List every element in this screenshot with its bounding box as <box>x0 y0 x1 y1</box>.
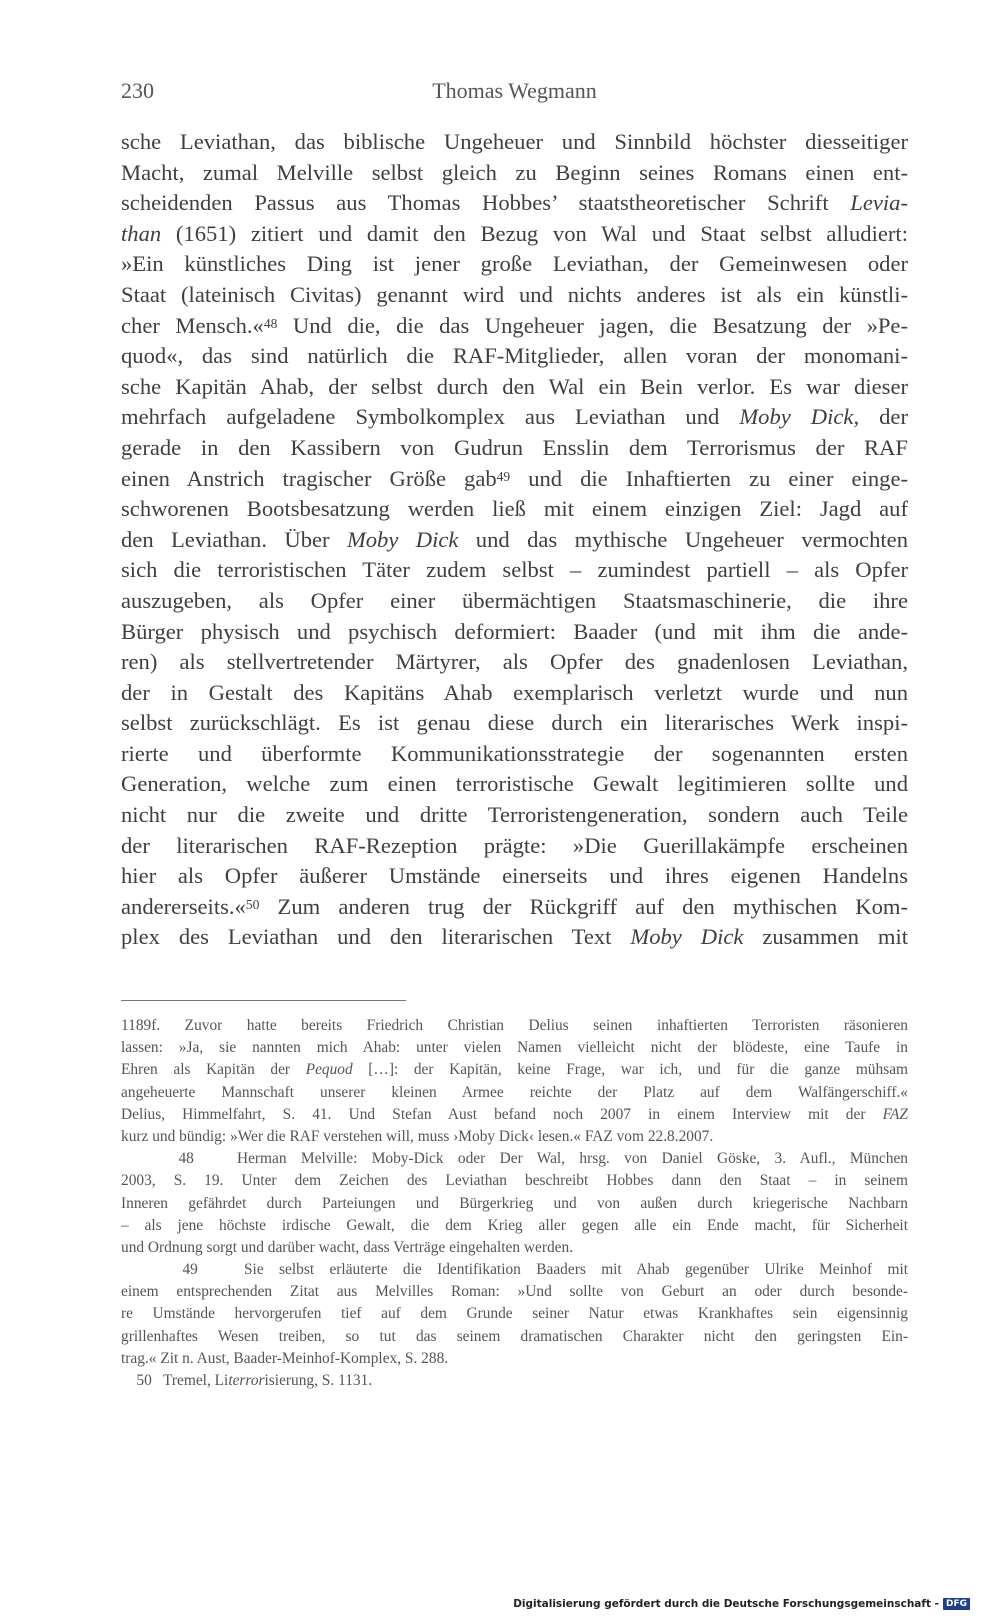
footnote-line <box>121 1126 908 1148</box>
footnote-line <box>121 1059 908 1081</box>
body-line <box>121 555 908 586</box>
text-run: mehrfach aufgeladene Symbolkomplex aus Leviathan und <box>121 404 740 430</box>
body-line <box>121 280 908 311</box>
text-run: Moby Dick <box>739 404 854 430</box>
body-line <box>121 341 908 372</box>
body-line <box>121 800 908 831</box>
text-run: und Ordnung sorgt und darüber wacht, dass Verträge eingehalten werden. <box>121 1238 574 1256</box>
footnote-ref: 50 <box>245 896 260 912</box>
body-line <box>121 219 908 250</box>
footnote-ref: 49 <box>496 468 511 484</box>
text-run: than <box>121 220 162 246</box>
footnote-line <box>121 1281 908 1303</box>
body-line <box>121 127 908 158</box>
footnote-line <box>121 1037 908 1059</box>
text-run: – als jene höchste irdische Gewalt, die dem Krieg aller gegen alle ein Ende macht, für Sicherheit <box>121 1216 908 1234</box>
body-line <box>121 892 908 923</box>
footnote-ref: 48 <box>263 315 278 331</box>
footnote-line <box>121 1237 908 1259</box>
text-run: lassen: »Ja, sie nannten mich Ahab: unter vielen Namen vielleicht nicht der blödeste, eine Taufe in <box>121 1039 908 1057</box>
text-run: nicht nur die zweite und dritte Terroristengeneration, sondern auch Teile <box>121 802 908 828</box>
text-run: scheidenden Passus aus Thomas Hobbes’ staatstheoretischer Schrift <box>121 190 851 216</box>
body-line <box>121 464 908 495</box>
body-line <box>121 831 908 862</box>
text-run: FAZ <box>882 1105 908 1123</box>
footnote-line <box>121 1326 908 1348</box>
footnote-line <box>121 1348 908 1370</box>
text-run: hier als Opfer äußerer Umstände einerseits und ihres eigenen Handelns <box>121 863 908 889</box>
text-run: rierte und überformte Kommunikationsstrategie der sogenannten ersten <box>121 740 908 766</box>
body-line <box>121 922 908 953</box>
footnote-line <box>121 1082 908 1104</box>
text-run: kurz und bündig: »Wer die RAF verstehen will, muss ›Moby Dick‹ lesen.« FAZ vom 22.8.2007. <box>121 1127 714 1145</box>
text-run: Pequod <box>305 1061 353 1079</box>
body-line <box>121 861 908 892</box>
text-run: 1189f. Zuvor hatte bereits Friedrich Christian Delius seinen inhaftierten Terroristen räsonieren <box>121 1017 908 1034</box>
text-run: sche Kapitän Ahab, der selbst durch den Wal ein Bein verlor. Es war dieser <box>121 373 908 399</box>
text-run: isierung, S. 1131. <box>264 1372 373 1389</box>
text-run: (1651) zitiert und damit den Bezug von Wal und Staat selbst alludiert: <box>161 220 908 246</box>
text-run: einem entsprechenden Zitat aus Melvilles Roman: »Und sollte von Geburt an oder durch besonde- <box>121 1283 908 1301</box>
text-run: 2003, S. 19. Unter dem Zeichen des Leviathan beschreibt Hobbes dann den Staat – in seinem <box>121 1172 908 1190</box>
page-number: 230 <box>121 78 154 103</box>
text-run: trag.« Zit n. Aust, Baader-Meinhof-Komplex, S. 288. <box>121 1349 449 1367</box>
text-run: 50 Tremel, Li <box>121 1372 229 1389</box>
text-run: Delius, Himmelfahrt, S. 41. Und Stefan Aust befand noch 2007 in einem Interview mit der <box>121 1105 883 1123</box>
text-run: »Ein künstliches Ding ist jener große Leviathan, der Gemeinwesen oder <box>121 251 908 277</box>
text-run: schworenen Bootsbesatzung werden ließ mit einem einzigen Ziel: Jagd auf <box>121 496 908 522</box>
footnote-line <box>121 1104 908 1126</box>
body-line <box>121 494 908 525</box>
text-run: und das mythische Ungeheuer vermochten <box>458 526 908 552</box>
dfg-logo: DFG <box>943 1598 970 1610</box>
text-run: andererseits.« <box>121 893 246 919</box>
text-run: Macht, zumal Melville selbst gleich zu Beginn seines Romans einen ent- <box>121 159 908 185</box>
text-run: und die Inhaftierten zu einer einge- <box>510 465 908 491</box>
body-line <box>121 372 908 403</box>
text-run: grillenhaftes Wesen treiben, so tut das seinem dramatischen Charakter nicht den geringsten Ein- <box>121 1327 908 1345</box>
body-line <box>121 617 908 648</box>
text-run: Bürger physisch und psychisch deformiert: Baader (und mit ihm die ande- <box>121 618 908 644</box>
body-line <box>121 647 908 678</box>
body-line <box>121 769 908 800</box>
text-run: , der <box>853 404 908 430</box>
body-line <box>121 586 908 617</box>
text-run: terror <box>228 1372 265 1389</box>
text-run: Staat (lateinisch Civitas) genannt wird und nichts anderes ist als ein künstli- <box>121 281 908 307</box>
text-run: cher Mensch.« <box>121 312 264 338</box>
text-run: sich die terroristischen Täter zudem selbst – zumindest partiell – als Opfer <box>121 557 908 583</box>
text-run: Und die, die das Ungeheuer jagen, die Besatzung der »Pe- <box>277 312 908 338</box>
text-run: Ehren als Kapitän der <box>121 1061 306 1079</box>
footnote-line <box>121 1370 908 1392</box>
body-line <box>121 678 908 709</box>
footnote-line <box>121 1303 908 1325</box>
text-run: plex des Leviathan und den literarischen Text <box>121 924 631 950</box>
footnote-line <box>121 1193 908 1215</box>
text-run: zusammen mit <box>743 924 908 950</box>
text-run: sche Leviathan, das biblische Ungeheuer und Sinnbild höchster diesseitiger <box>121 129 908 154</box>
text-run: Zum anderen trug der Rückgriff auf den mythischen Kom- <box>259 893 908 919</box>
body-line <box>121 188 908 219</box>
body-line <box>121 249 908 280</box>
running-header <box>121 78 908 108</box>
text-run: gerade in den Kassibern von Gudrun Ensslin dem Terrorismus der RAF <box>121 434 908 460</box>
body-line <box>121 311 908 342</box>
body-line <box>121 158 908 189</box>
text-run: quod«, das sind natürlich die RAF-Mitglieder, allen voran der monomani- <box>121 343 908 369</box>
running-title: Thomas Wegmann <box>432 78 597 103</box>
body-line <box>121 402 908 433</box>
text-run: […]: der Kapitän, keine Frage, war ich, und für die ganze mühsam <box>352 1061 908 1079</box>
text-run: der in Gestalt des Kapitäns Ahab exemplarisch verletzt wurde und nun <box>121 679 908 705</box>
body-line <box>121 525 908 556</box>
text-run: Generation, welche zum einen terroristische Gewalt legitimieren sollte und <box>121 771 908 797</box>
footnote-line <box>121 1259 908 1281</box>
text-run: 48 Herman Melville: Moby-Dick oder Der Wal, hrsg. von Daniel Göske, 3. Aufl., München <box>121 1150 908 1168</box>
credit-text: Digitalisierung gefördert durch die Deutsche Forschungsgemeinschaft - <box>513 1598 939 1610</box>
text-run: selbst zurückschlägt. Es ist genau diese durch ein literarisches Werk inspi- <box>121 710 908 736</box>
footnote-line <box>121 1215 908 1237</box>
body-line <box>121 433 908 464</box>
body-line <box>121 708 908 739</box>
text-run: einen Anstrich tragischer Größe gab <box>121 465 497 491</box>
text-run: angeheuerte Mannschaft unserer kleinen Armee reichte der Platz auf dem Walfängerschiff.« <box>121 1083 908 1101</box>
text-run: 49 Sie selbst erläuterte die Identifikation Baaders mit Ahab gegenüber Ulrike Meinhof mit <box>121 1261 908 1279</box>
body-text <box>121 127 908 953</box>
text-run: Moby Dick <box>346 526 459 552</box>
text-run: Levia- <box>850 190 908 216</box>
digitization-credit <box>513 1598 970 1610</box>
text-run: auszugeben, als Opfer einer übermächtigen Staatsmaschinerie, die ihre <box>121 587 908 613</box>
footnote-line <box>121 1148 908 1170</box>
text-run: Inneren gefährdet durch Parteiungen und Bürgerkrieg und von außen durch kriegerische Nachbarn <box>121 1194 908 1212</box>
text-run: ren) als stellvertretender Märtyrer, als Opfer des gnadenlosen Leviathan, <box>121 649 908 675</box>
text-run: den Leviathan. Über <box>121 526 347 552</box>
text-run: Moby Dick <box>630 924 744 950</box>
footnotes <box>121 1015 908 1392</box>
text-run: re Umstände hervorgerufen tief auf dem Grunde seiner Natur etwas Krankhaftes sein eigensinnig <box>121 1305 908 1323</box>
footnote-line <box>121 1170 908 1192</box>
body-line <box>121 739 908 770</box>
footnote-separator <box>121 1000 406 1001</box>
footnote-line <box>121 1015 908 1037</box>
text-run: der literarischen RAF-Rezeption prägte: »Die Guerillakämpfe erscheinen <box>121 832 908 858</box>
